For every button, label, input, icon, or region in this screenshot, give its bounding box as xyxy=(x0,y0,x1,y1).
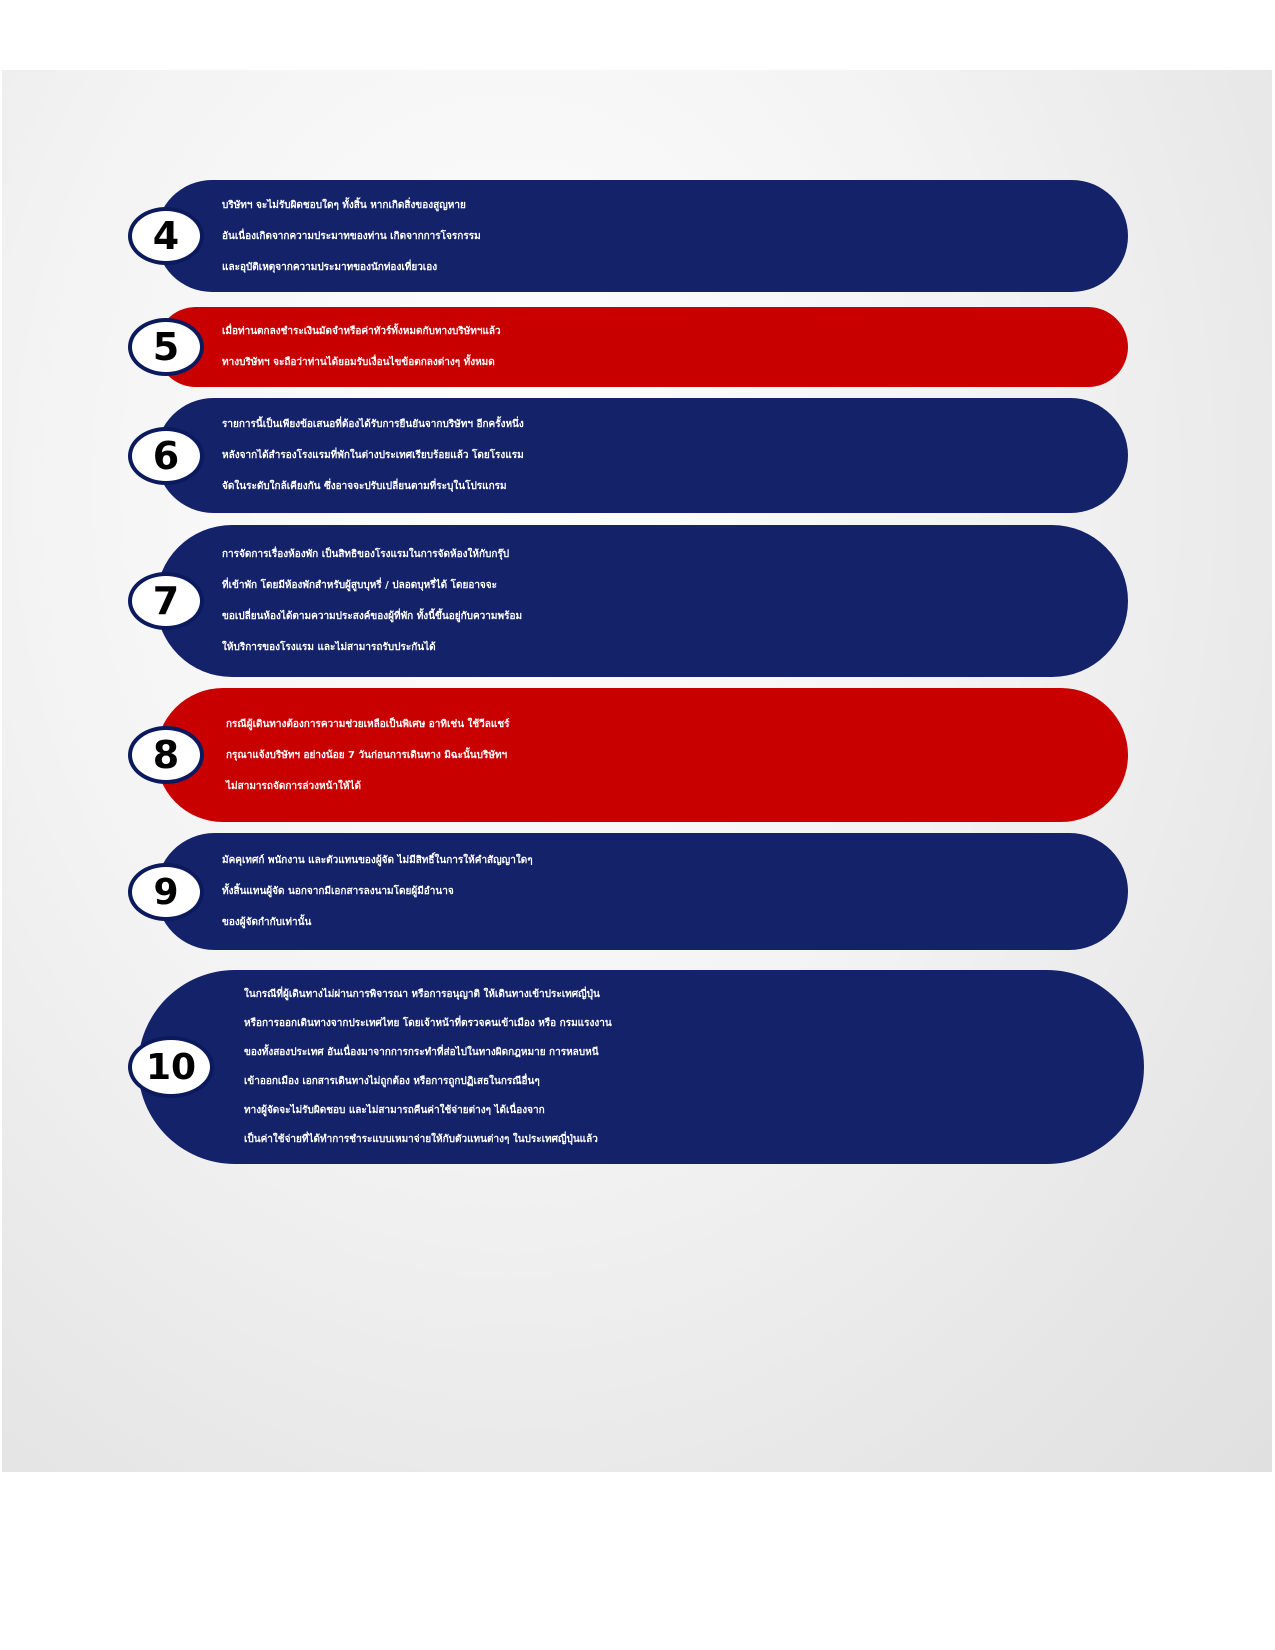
condition-item-8 xyxy=(128,688,1128,822)
condition-line: มัคคุเทศก์ พนักงาน และตัวแทนของผู้จัด ไม่มีสิทธิ์ในการให้คำสัญญาใดๆ xyxy=(222,855,533,866)
condition-item-6 xyxy=(128,398,1128,513)
number-badge: 8 xyxy=(128,726,204,784)
condition-line: ทั้งสิ้นแทนผู้จัด นอกจากมีเอกสารลงนามโดยผู้มีอำนาจ xyxy=(222,886,454,897)
number-badge: 7 xyxy=(128,572,204,630)
condition-line: ทางผู้จัดจะไม่รับผิดชอบ และไม่สามารถคืนค่าใช้จ่ายต่างๆ ได้เนื่องจาก xyxy=(244,1105,545,1116)
condition-pill xyxy=(156,833,1128,950)
number-badge: 4 xyxy=(128,207,204,265)
condition-item-10 xyxy=(128,970,1144,1164)
condition-line: เป็นค่าใช้จ่ายที่ได้ทำการชำระแบบเหมาจ่ายให้กับตัวแทนต่างๆ ในประเทศญี่ปุ่นแล้ว xyxy=(244,1134,598,1145)
condition-pill xyxy=(156,525,1128,677)
number-badge: 6 xyxy=(128,427,204,485)
condition-line: และอุบัติเหตุจากความประมาทของนักท่องเที่ยวเอง xyxy=(222,261,438,273)
condition-line: เข้าออกเมือง เอกสารเดินทางไม่ถูกต้อง หรือการถูกปฏิเสธในกรณีอื่นๆ xyxy=(244,1076,540,1087)
condition-line: บริษัทฯ จะไม่รับผิดชอบใดๆ ทั้งสิ้น หากเกิดสิ่งของสูญหาย xyxy=(222,199,466,211)
condition-line: รายการนี้เป็นเพียงข้อเสนอที่ต้องได้รับการยืนยันจากบริษัทฯ อีกครั้งหนึ่ง xyxy=(222,419,524,430)
condition-line: กรณีผู้เดินทางต้องการความช่วยเหลือเป็นพิเศษ อาทิเช่น ใช้วีลแชร์ xyxy=(226,718,510,730)
condition-line: ขอเปลี่ยนห้องได้ตามความประสงค์ของผู้ที่พัก ทั้งนี้ขึ้นอยู่กับความพร้อม xyxy=(222,611,523,622)
condition-item-4 xyxy=(128,180,1128,292)
condition-pill xyxy=(156,688,1128,822)
condition-line: ให้บริการของโรงแรม และไม่สามารถรับประกันได้ xyxy=(222,642,436,653)
condition-line: อันเนื่องเกิดจากความประมาทของท่าน เกิดจากการโจรกรรม xyxy=(222,230,481,242)
condition-line: ของทั้งสองประเทศ อันเนื่องมาจากการกระทำที่ส่อไปในทางผิดกฎหมาย การหลบหนี xyxy=(244,1047,599,1058)
number-badge: 10 xyxy=(128,1036,214,1098)
condition-line: กรุณาแจ้งบริษัทฯ อย่างน้อย 7 วันก่อนการเดินทาง มิฉะนั้นบริษัทฯ xyxy=(226,749,508,761)
condition-line: ทางบริษัทฯ จะถือว่าท่านได้ยอมรับเงื่อนไขข้อตกลงต่างๆ ทั้งหมด xyxy=(222,357,495,368)
condition-pill xyxy=(138,970,1144,1164)
condition-line: จัดในระดับใกล้เคียงกัน ซึ่งอาจจะปรับเปลี่ยนตามที่ระบุในโปรแกรม xyxy=(222,481,507,492)
condition-line: หลังจากได้สำรองโรงแรมที่พักในต่างประเทศเรียบร้อยแล้ว โดยโรงแรม xyxy=(222,450,524,461)
condition-item-5 xyxy=(128,307,1128,387)
condition-line: ที่เข้าพัก โดยมีห้องพักสำหรับผู้สูบบุหรี่ / ปลอดบุหรี่ได้ โดยอาจจะ xyxy=(222,580,498,591)
condition-line: ในกรณีที่ผู้เดินทางไม่ผ่านการพิจารณา หรือการอนุญาติ ให้เดินทางเข้าประเทศญี่ปุ่น xyxy=(244,989,600,1000)
condition-item-9 xyxy=(128,833,1128,950)
number-badge: 9 xyxy=(128,863,204,921)
condition-line: การจัดการเรื่องห้องพัก เป็นสิทธิของโรงแรมในการจัดห้องให้กับกรุ๊ป xyxy=(222,549,510,560)
condition-line: เมื่อท่านตกลงชำระเงินมัดจำหรือค่าทัวร์ทั้งหมดกับทางบริษัทฯแล้ว xyxy=(222,326,501,337)
condition-pill xyxy=(156,307,1128,387)
condition-pill xyxy=(156,180,1128,292)
condition-item-7 xyxy=(128,525,1128,677)
condition-line: หรือการออกเดินทางจากประเทศไทย โดยเจ้าหน้าที่ตรวจคนเข้าเมือง หรือ กรมแรงงาน xyxy=(244,1018,612,1029)
condition-line: ของผู้จัดกำกับเท่านั้น xyxy=(222,917,312,928)
condition-line: ไม่สามารถจัดการล่วงหน้าให้ได้ xyxy=(226,780,362,792)
condition-pill xyxy=(156,398,1128,513)
number-badge: 5 xyxy=(128,318,204,376)
